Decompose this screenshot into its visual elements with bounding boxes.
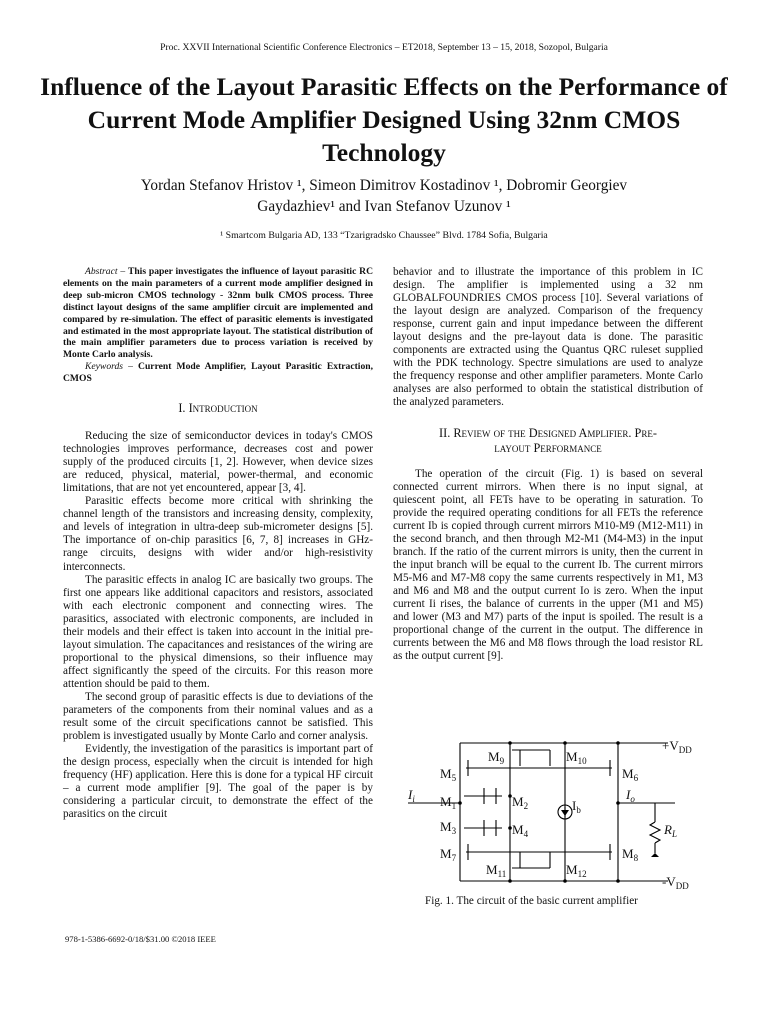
m2-label: $M_2$ [512, 794, 529, 811]
keywords-text: Current Mode Amplifier, Layout Parasitic Extraction, CMOS [63, 361, 374, 385]
vdd-pos-label: $+V_{DD}$ [662, 738, 692, 755]
author-list [60, 175, 708, 217]
m5-label: $M_5$ [440, 766, 457, 783]
m4-label: $M_4$ [512, 822, 529, 839]
review-paragraph-1: The operation of the circuit (Fig. 1) is based on several connected current mirrors. When there is no input signal, at quiescent point, all FETs have to be operating in saturation. To provide the required operating conditions for all FETs the reference current Ib is copied through current mirrors M10-M9 (M12-M11) in the second branch, and then through M2-M1 (M4-M3) in the input branch. If the ratio of the current mirrors is unity, then the current in the input branch will be equal to the current Ib. The current mirrors M5-M6 and M7-M8 copy the same currents respectively in M1, M3 and M6 and M8 and the output current Io is zero. When the input current Ii rises, the balance of currents in the upper (M1 and M5) and lower (M3 and M7) parts of the input is spoiled. The result is a proportional change of the current in the output. The difference in currents between the M6 and M8 flows through the load resistor RL as the output current [9]. [393, 467, 703, 663]
vdd-neg-label: $-V_{DD}$ [662, 874, 689, 891]
abstract-text: This paper investigates the influence of layout parasitic RC elements on the main parameters of a current mode amplifier designed in deep sub-micron CMOS technology - 32nm bulk CMOS process. Three distinct layout designs of the same amplifier circuit are implemented and compared by re-simulation. The effect of parasitic elements is investigated and estimated in the most appropriate layout. The statistical distribution of the main amplifier parameters due to process variation is received by Monte Carlo analysis. [63, 266, 373, 361]
section-heading-introduction [63, 401, 373, 416]
section-number: I. [178, 401, 189, 416]
m1-label: $M_1$ [440, 794, 457, 811]
keywords-label: Keywords [85, 361, 124, 373]
ground-icon [651, 853, 659, 857]
current-arrow-icon [561, 810, 569, 816]
affiliation: ¹ Smartcom Bulgaria AD, 133 “Tzarigradsko Chaussee” Blvd. 1784 Sofia, Bulgaria [220, 230, 548, 241]
circuit-nodes [458, 741, 620, 883]
section-2-title-line-1: II. Review of the Designed Amplifier. Pre- [439, 425, 657, 440]
conference-header: Proc. XXVII International Scientific Conference Electronics – ET2018, September 13 – 15, 2018, Sozopol, Bulgaria [160, 42, 608, 53]
ii-label: $I_i$ [408, 787, 415, 804]
footer-copyright: 978-1-5386-6692-0/18/$31.00 ©2018 IEEE [65, 934, 216, 944]
keywords [63, 361, 373, 385]
intro-paragraph-4: The second group of parasitic effects is due to deviations of the parameters of the components from their nominal values and as a result some of the circuit specifications cannot be satisfied. This problem is investigated usually by Monte Carlo and corner analysis. [63, 691, 373, 743]
abstract [63, 266, 373, 361]
circuit-diagram [400, 728, 710, 898]
intro-continuation: behavior and to illustrate the importance of this problem in IC design. The amplifier is implemented using a 32 nm GLOBALFOUNDRIES CMOS process [10]. Several variations of the layout design are analyzed. Comparison of the frequency response, current gain and input impedance between the different layout designs and the pre-layout data is done. The parasitic components are extracted using the Quantus QRC ruleset supplied with the PDK technology. Spectre simulations are used to analyze the frequency response and other amplifier parameters. Monte Carlo analyses are also performed to obtain the statistical distribution of the analyzed parameters. [393, 266, 703, 409]
paper-title: Influence of the Layout Parasitic Effects on the Performance of Current Mode Amplifier Designed Using 32nm CMOS Technology [40, 72, 728, 167]
rl-label: $R_L$ [664, 822, 677, 839]
m10-label: $M_{10}$ [566, 749, 587, 766]
io-label: $I_o$ [626, 787, 635, 804]
left-column [63, 266, 373, 821]
m9-label: $M_9$ [488, 749, 505, 766]
section-2-title-line-2: layout Performance [494, 440, 602, 455]
keywords-dash: – [123, 361, 139, 373]
author-line-2: Gaydazhiev¹ and Ivan Stefanov Uzunov ¹ [257, 198, 511, 215]
figure-1 [400, 728, 710, 898]
abstract-dash: – [117, 266, 128, 277]
intro-paragraph-5: Evidently, the investigation of the parasitics is important part of the design process, especially when the circuit is intended for high frequency (HF) application. Here this is done for a typical HF circuit – a current mode amplifier [9]. The goal of the paper is by considering a particular circuit, to demonstrate the effect of the parasitics on the circuit [63, 743, 373, 821]
m11-label: $M_{11}$ [486, 862, 507, 879]
intro-paragraph-3: The parasitic effects in analog IC are basically two groups. The first one appears like additional capacitors and resistors, associated with each electronic component and connecting wires. The parasitics, associated with electronic components, are included in their models and their effect is taken into account in the initial pre-layout simulation. The capacitances and resistances of the wiring are proportional to the physical dimensions, so their influence may affect significantly the speed of the circuits. For this reason more attention should be paid to them. [63, 573, 373, 690]
figure-caption: Fig. 1. The circuit of the basic current amplifier [425, 895, 638, 907]
author-line-1: Yordan Stefanov Hristov ¹, Simeon Dimitrov Kostadinov ¹, Dobromir Georgiev [140, 177, 628, 194]
ib-label: $I_b$ [572, 798, 581, 815]
m8-label: $M_8$ [622, 846, 639, 863]
section-title: Introduction [188, 401, 258, 416]
m6-label: $M_6$ [622, 766, 639, 783]
abstract-label: Abstract [85, 266, 118, 277]
m3-label: $M_3$ [440, 819, 457, 836]
m7-label: $M_7$ [440, 846, 457, 863]
intro-paragraph-2: Parasitic effects become more critical with shrinking the channel length of the transistors and increasing density, complexity, and levels of integration in ultra-deep sub-micrometer designs [5]. The importance of on-chip parasitics [6, 7, 8] increases in GHz-range circuits, designs with wider and/or high-resistivity interconnects. [63, 495, 373, 573]
right-column [393, 266, 703, 663]
m12-label: $M_{12}$ [566, 862, 587, 879]
section-heading-review [393, 426, 703, 456]
intro-paragraph-1: Reducing the size of semiconductor devices in today's CMOS technologies improves performance, decreases cost and power supply of the produced circuits [1, 2]. However, when device sizes are reduced, physical, material, power-thermal, and economic limitations, that are not yet encountered, appear [3, 4]. [63, 430, 373, 495]
